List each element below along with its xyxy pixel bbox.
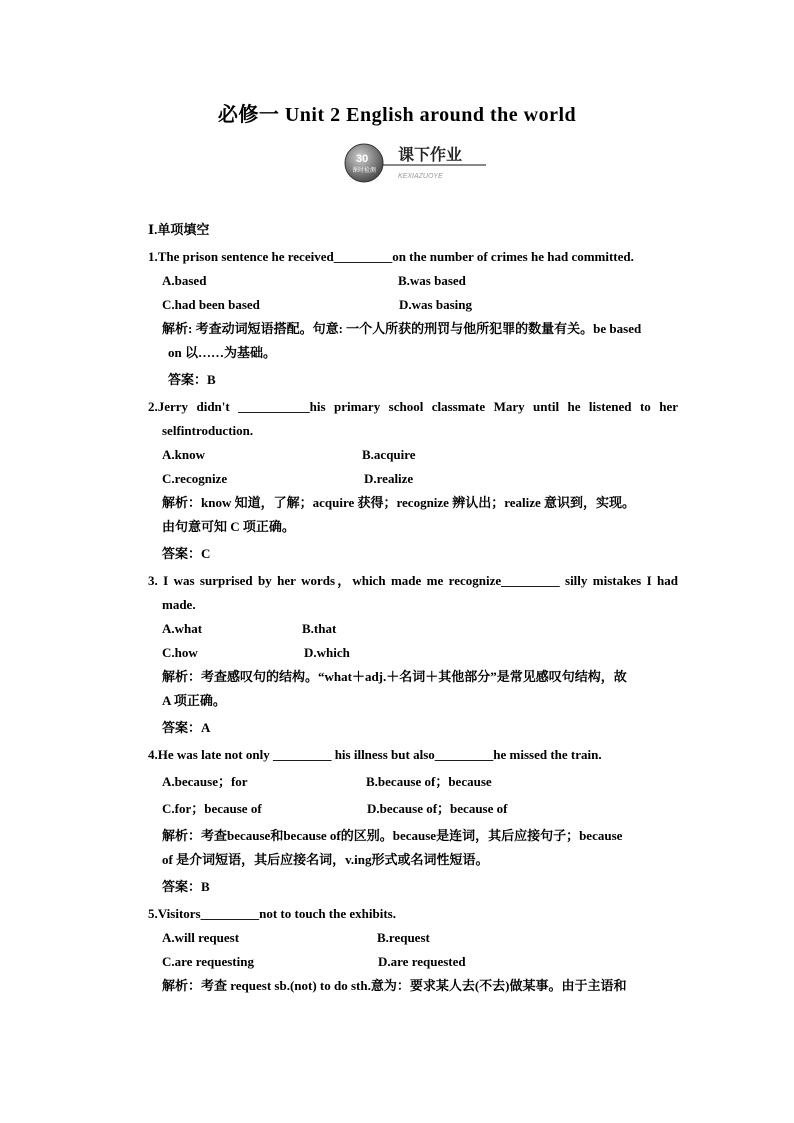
question-3-answer: 答案：A [162, 720, 211, 735]
question-3-stem: 3. I was surprised by her words，which made me recognize_________ silly mistakes I had [148, 573, 678, 588]
option-a: A.know [162, 447, 205, 462]
option-c: C.had been based [162, 297, 260, 312]
question-4-stem: 4.He was late not only _________ his illness but also_________he missed the train. [148, 747, 602, 762]
question-2-options-row-1 [148, 443, 678, 467]
question-4-options-row-1 [148, 770, 678, 794]
question-2-analysis-cont: 由句意可知 C 项正确。 [162, 519, 295, 534]
option-c: C.how [162, 645, 198, 660]
question-4-options-row-2 [148, 797, 678, 821]
svg-text:课时检测: 课时检测 [352, 167, 377, 174]
option-a: A.what [162, 621, 203, 636]
section-heading: Ⅰ.单项填空 [148, 222, 210, 237]
question-2-stem: 2.Jerry didn't ___________his primary school classmate Mary until he listened to her [148, 399, 678, 414]
option-b: B.that [302, 621, 337, 636]
question-4-answer: 答案：B [162, 879, 210, 894]
exercise-content [148, 218, 678, 998]
option-c: C.recognize [162, 471, 228, 486]
section-banner-logo [340, 140, 490, 186]
question-2-answer: 答案：C [162, 546, 211, 561]
option-c: C.are requesting [162, 954, 254, 969]
svg-text:30: 30 [356, 153, 369, 165]
question-3-options-row-1 [148, 617, 678, 641]
option-d: D.are requested [378, 954, 466, 969]
option-d: D.was basing [399, 297, 472, 312]
question-2-options-row-2 [148, 467, 678, 491]
question-5-analysis: 解析：考查 request sb.(not) to do sth.意为：要求某人去(不去)做某事。由于主语和 [162, 978, 627, 993]
option-b: B.was based [398, 273, 466, 288]
question-3-analysis-cont: A 项正确。 [162, 693, 226, 708]
question-2-analysis: 解析：know 知道，了解；acquire 获得；recognize 辨认出；realize 意识到，实现。 [162, 495, 636, 510]
option-a: A.will request [162, 930, 240, 945]
option-d: D.which [304, 645, 350, 660]
question-3-stem-cont: made. [162, 597, 196, 612]
question-1-analysis: 解析: 考查动词短语搭配。句意: 一个人所获的刑罚与他所犯罪的数量有关。be based [162, 321, 642, 336]
question-1-answer: 答案：B [168, 372, 216, 387]
question-1-analysis-cont: on 以……为基础。 [168, 345, 276, 360]
question-3-analysis: 解析：考查感叹句的结构。“what＋adj.＋名词＋其他部分”是常见感叹句结构，故 [162, 669, 627, 684]
svg-text:课下作业: 课下作业 [398, 145, 463, 164]
option-b: B.because of；because [366, 774, 492, 789]
option-d: D.because of；because of [367, 801, 508, 816]
option-b: B.request [377, 930, 430, 945]
question-5-stem: 5.Visitors_________not to touch the exhibits. [148, 906, 396, 921]
question-3-options-row-2 [148, 641, 678, 665]
question-5-options-row-2 [148, 950, 678, 974]
question-4-analysis: 解析：考查because和because of的区别。because是连词，其后应接句子；because [162, 828, 623, 843]
option-c: C.for；because of [162, 801, 262, 816]
question-1-options-row-1 [148, 269, 678, 293]
question-5-options-row-1 [148, 926, 678, 950]
option-a: A.because；for [162, 774, 248, 789]
question-2-stem-cont: selfintroduction. [162, 423, 254, 438]
svg-text:KEXIAZUOYE: KEXIAZUOYE [398, 173, 443, 180]
option-d: D.realize [364, 471, 414, 486]
question-4-analysis-cont: of 是介词短语，其后应接名词，v.ing形式或名词性短语。 [162, 852, 489, 867]
question-1-stem: 1.The prison sentence he received_________on the number of crimes he had committed. [148, 249, 634, 264]
question-1-options-row-2 [148, 293, 678, 317]
option-b: B.acquire [362, 447, 416, 462]
option-a: A.based [162, 273, 207, 288]
page-title: 必修一 Unit 2 English around the world [217, 104, 577, 126]
